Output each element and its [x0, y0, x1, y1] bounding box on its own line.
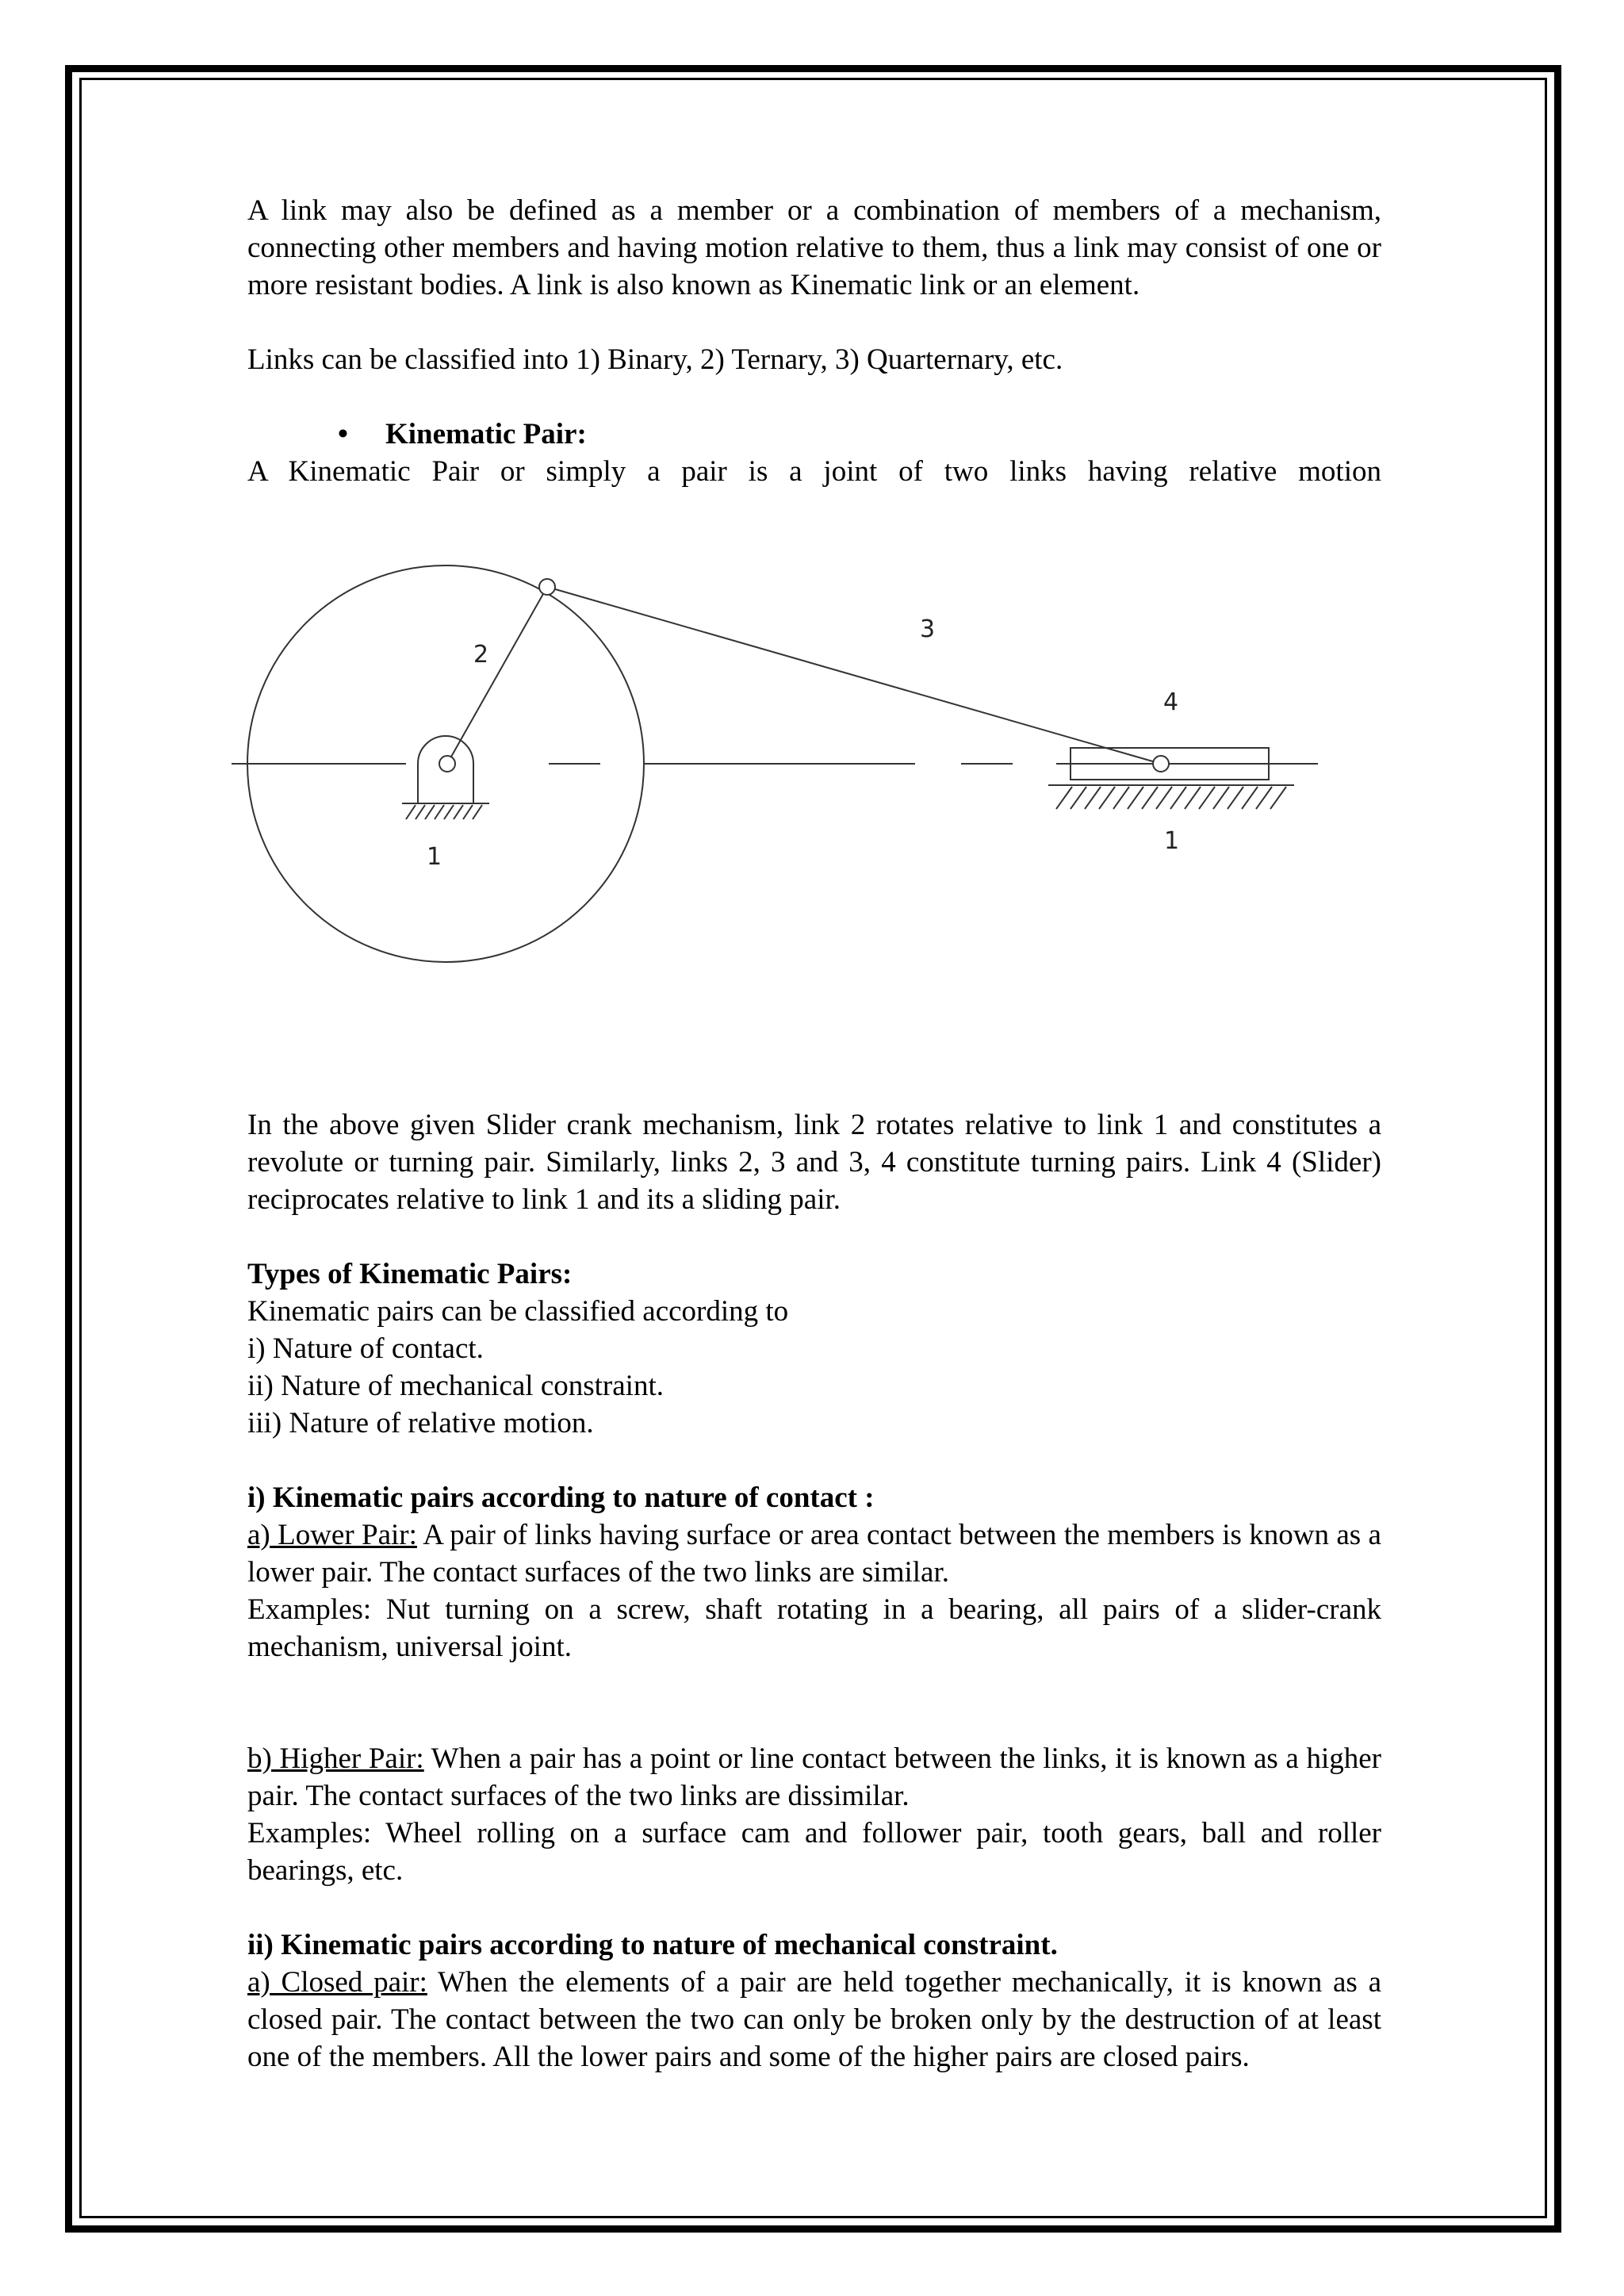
higher-pair-label: b) Higher Pair: — [247, 1742, 424, 1775]
ground-hatch-right — [1056, 787, 1286, 809]
types-item: i) Nature of contact. — [247, 1332, 484, 1365]
slider-crank-svg — [232, 551, 1389, 1106]
slider-crank-diagram — [247, 551, 1381, 1106]
bullet-icon: • — [338, 418, 348, 450]
label-frame-left: 1 — [427, 843, 442, 871]
lower-pair-text: A pair of links having surface or area contact between the members is known as a lower pair. The contact surfaces of the two links are similar. — [247, 1519, 1381, 1589]
types-heading: Types of Kinematic Pairs: — [247, 1258, 573, 1290]
label-link-3: 3 — [920, 615, 936, 643]
joint-slider-pin — [1153, 756, 1169, 772]
link-3-connecting-rod — [547, 587, 1161, 764]
joint-crank-pin — [539, 579, 555, 595]
constraint-heading: ii) Kinematic pairs according to nature of mechanical constraint. — [247, 1929, 1058, 1961]
joint-crank-pivot — [439, 756, 455, 772]
lower-pair-examples: Examples: Nut turning on a screw, shaft rotating in a bearing, all pairs of a slider-crank mechanism, universal joint. — [247, 1593, 1381, 1663]
lower-pair-paragraph — [247, 1516, 1381, 1591]
closed-pair-text: When the elements of a pair are held together mechanically, it is known as a closed pair. The contact between the two can only be broken only by the destruction of at least one of the members. All the lower pairs and some of the higher pairs are closed pairs. — [247, 1966, 1381, 2073]
slider-crank-paragraph: In the above given Slider crank mechanism, link 2 rotates relative to link 1 and constitutes a revolute or turning pair. Similarly, links 2, 3 and 3, 4 constitute turning pairs. Link 4 (Slider) reciprocates relative to link 1 and its a sliding pair. — [247, 1109, 1381, 1216]
label-link-2: 2 — [473, 641, 489, 669]
closed-pair-paragraph — [247, 1964, 1381, 2076]
label-link-4: 4 — [1163, 688, 1179, 716]
kinematic-pair-definition: A Kinematic Pair or simply a pair is a joint of two links having relative motion — [247, 455, 1381, 488]
higher-pair-examples: Examples: Wheel rolling on a surface cam and follower pair, tooth gears, ball and roller bearings, etc. — [247, 1817, 1381, 1887]
kinematic-pair-heading — [247, 416, 1381, 453]
label-frame-right: 1 — [1164, 827, 1180, 855]
kinematic-pair-heading-text: Kinematic Pair: — [385, 418, 587, 450]
link-2-crank — [447, 587, 547, 764]
link-definition-paragraph: A link may also be defined as a member or a combination of members of a mechanism, connecting other members and having motion relative to them, thus a link may consist of one or more resistant bodies. A link is also known as Kinematic link or an element. — [247, 194, 1381, 301]
types-intro: Kinematic pairs can be classified according to — [247, 1295, 789, 1328]
contact-heading: i) Kinematic pairs according to nature of contact : — [247, 1481, 875, 1514]
higher-pair-text: When a pair has a point or line contact between the links, it is known as a higher pair. The contact surfaces of the two links are dissimilar. — [247, 1742, 1381, 1812]
ground-hatch-left — [406, 805, 482, 819]
page-content — [247, 192, 1381, 2076]
lower-pair-label: a) Lower Pair: — [247, 1519, 417, 1551]
types-item: ii) Nature of mechanical constraint. — [247, 1370, 664, 1402]
link-classification-paragraph: Links can be classified into 1) Binary, 2) Ternary, 3) Quarternary, etc. — [247, 343, 1063, 376]
higher-pair-paragraph — [247, 1740, 1381, 1815]
closed-pair-label: a) Closed pair: — [247, 1966, 427, 1999]
types-item: iii) Nature of relative motion. — [247, 1407, 594, 1439]
